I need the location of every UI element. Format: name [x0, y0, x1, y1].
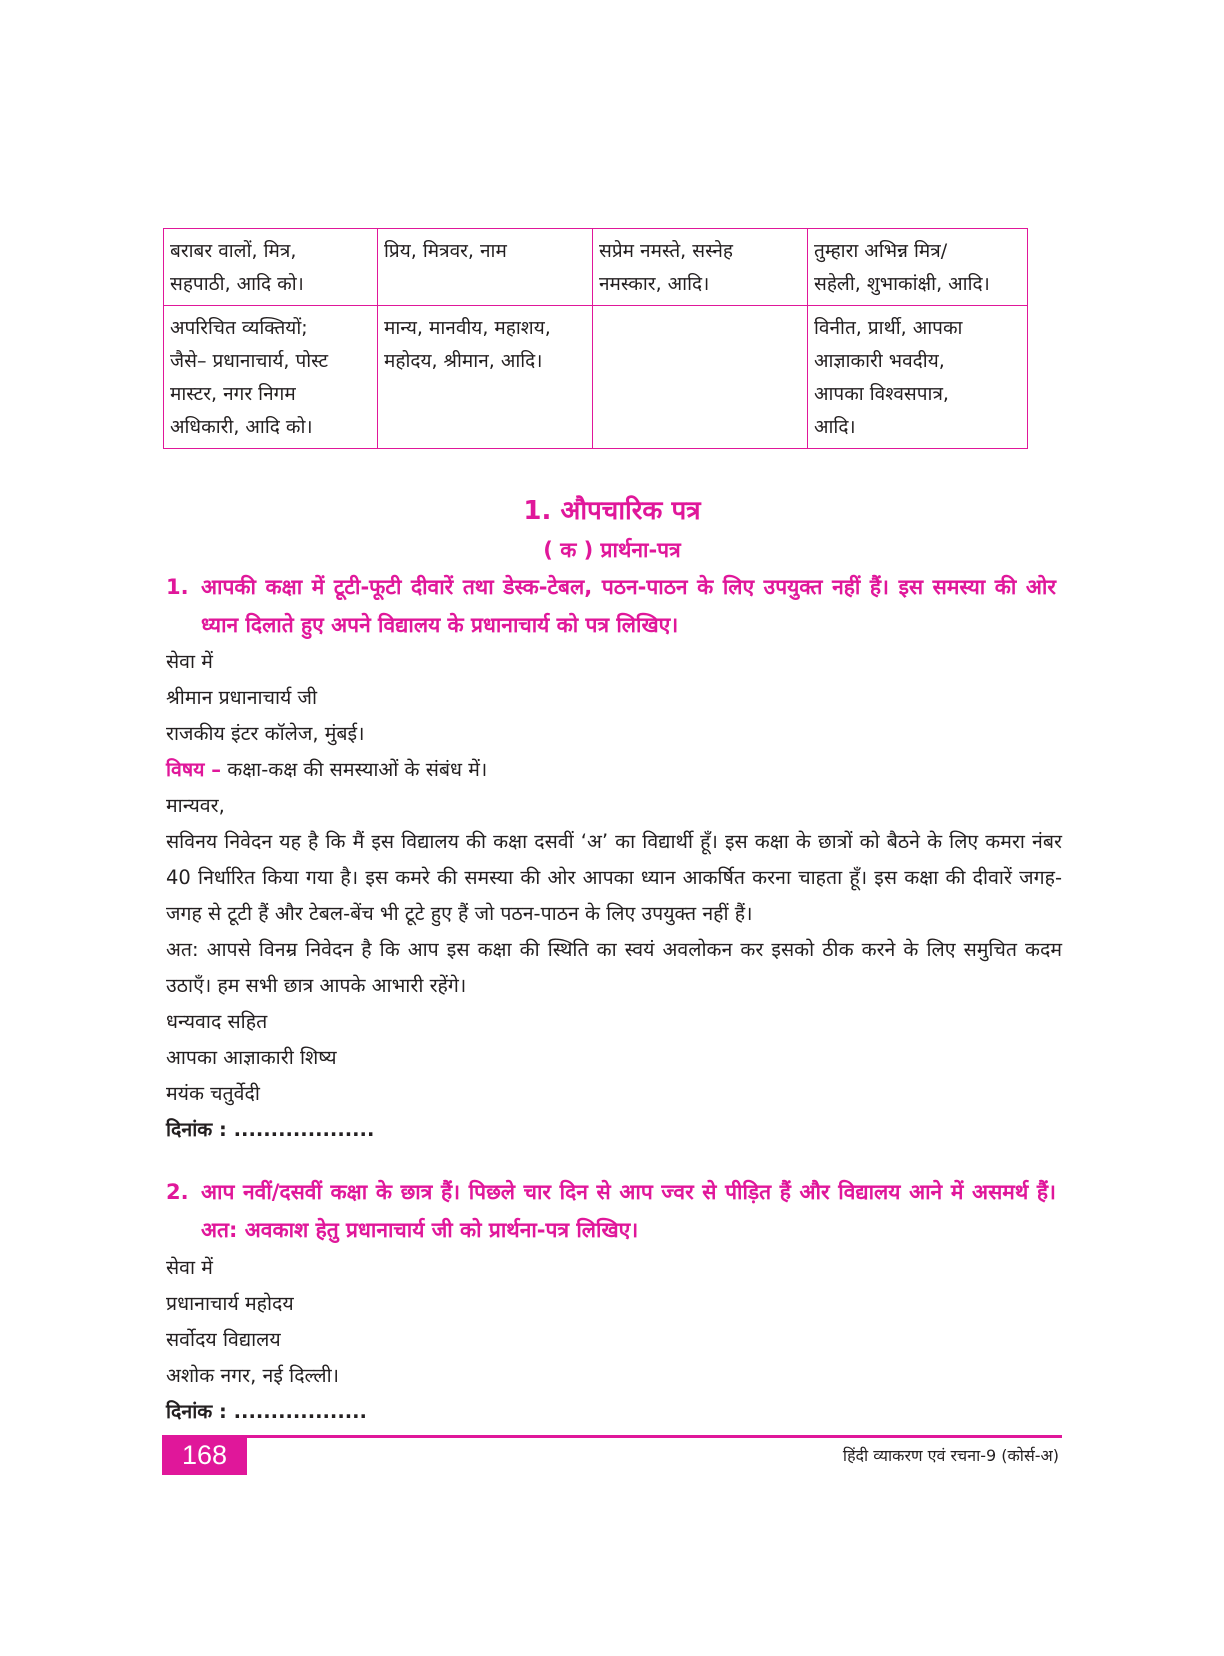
- letter-recipient: श्रीमान प्रधानाचार्य जी: [166, 686, 318, 709]
- cell-line: सप्रेम नमस्ते, सस्नेह: [599, 240, 733, 262]
- question-number: 2.: [166, 1180, 189, 1204]
- subsection-title: ( क ) प्रार्थना-पत्र: [543, 538, 681, 562]
- table-cell: [378, 229, 593, 306]
- cell-line: जैसे– प्रधानाचार्य, पोस्ट: [170, 350, 329, 372]
- letter-closing: आपका आज्ञाकारी शिष्य: [166, 1046, 337, 1069]
- letter-to-label: सेवा में: [166, 650, 213, 673]
- cell-line: विनीत, प्रार्थी, आपका: [814, 317, 963, 339]
- cell-line: सहपाठी, आदि को।: [170, 273, 304, 295]
- table-cell: [808, 306, 1028, 449]
- letter-address: अशोक नगर, नई दिल्ली।: [166, 1364, 340, 1387]
- footer-rule: [162, 1435, 1062, 1438]
- table-cell: [808, 229, 1028, 306]
- cell-line: बराबर वालों, मित्र,: [170, 240, 297, 262]
- cell-line: नमस्कार, आदि।: [599, 273, 710, 295]
- page-number: 168: [162, 1435, 247, 1475]
- question-text: आप नवीं/दसवीं कक्षा के छात्र हैं। पिछले चार दिन से आप ज्वर से पीड़ित हैं और विद्यालय आने में असमर्थ हैं। अत: अवकाश हेतु प्रधानाचार्य जी को प्रार्थना-पत्र लिखिए।: [201, 1180, 1056, 1242]
- subject-text: कक्षा-कक्ष की समस्याओं के संबंध में।: [221, 758, 488, 781]
- letter-to-label: सेवा में: [166, 1256, 213, 1279]
- subject-label: विषय –: [166, 758, 222, 781]
- section-title: 1. औपचारिक पत्र: [523, 496, 701, 526]
- question-number: 1.: [166, 575, 189, 599]
- cell-line: आपका विश्वसपात्र,: [814, 383, 949, 405]
- question-2: [166, 1173, 1056, 1249]
- letter-recipient: प्रधानाचार्य महोदय: [166, 1292, 294, 1315]
- table-cell: [164, 306, 378, 449]
- letter-signature-name: मयंक चतुर्वेदी: [166, 1082, 260, 1105]
- letter-paragraph: अत: आपसे विनम्र निवेदन है कि आप इस कक्षा की स्थिति का स्वयं अवलोकन कर इसको ठीक करने के लिए समुचित कदम उठाएँ। हम सभी छात्र आपके आभारी रहेंगे।: [166, 938, 1062, 997]
- letter-school: सर्वोदय विद्यालय: [166, 1328, 281, 1351]
- cell-line: अपरिचित व्यक्तियों;: [170, 317, 308, 339]
- cell-line: मास्टर, नगर निगम: [170, 383, 296, 405]
- table-cell: [378, 306, 593, 449]
- cell-line: अधिकारी, आदि को।: [170, 416, 313, 438]
- letter-subject: [166, 752, 1062, 788]
- cell-line: मान्य, मानवीय, महाशय,: [384, 317, 551, 339]
- letter-paragraph: सविनय निवेदन यह है कि मैं इस विद्यालय की कक्षा दसवीं ‘अ’ का विद्यार्थी हूँ। इस कक्षा के छात्रों को बैठने के लिए कमरा नंबर 40 निर्धारित किया गया है। इस कमरे की समस्या की ओर आपका ध्यान आकर्षित करना चाहता हूँ। इस कक्षा की दीवारें जगह-जगह से टूटी हैं और टेबल-बेंच भी टूटे हुए हैं जो पठन-पाठन के लिए उपयुक्त नहीं हैं।: [166, 830, 1062, 925]
- cell-line: सहेली, शुभाकांक्षी, आदि।: [814, 273, 990, 295]
- table-cell-empty: [593, 306, 808, 449]
- question-text: आपकी कक्षा में टूटी-फूटी दीवारें तथा डेस्क-टेबल, पठन-पाठन के लिए उपयुक्त नहीं हैं। इस समस्या की ओर ध्यान दिलाते हुए अपने विद्यालय के प्रधानाचार्य को पत्र लिखिए।: [201, 575, 1056, 637]
- cell-line: तुम्हारा अभिन्न मित्र/: [814, 240, 948, 262]
- letter-salutation: मान्यवर,: [166, 794, 225, 817]
- letter-address: राजकीय इंटर कॉलेज, मुंबई।: [166, 722, 365, 745]
- letter-2: [166, 1250, 1062, 1430]
- cell-line: प्रिय, मित्रवर, नाम: [384, 240, 507, 262]
- table-row: [164, 229, 1028, 306]
- table-cell: [593, 229, 808, 306]
- book-title: हिंदी व्याकरण एवं रचना-9 (कोर्स-अ): [842, 1446, 1059, 1465]
- cell-line: महोदय, श्रीमान, आदि।: [384, 350, 543, 372]
- table-row: [164, 306, 1028, 449]
- letter-thanks: धन्यवाद सहित: [166, 1010, 268, 1033]
- cell-line: आज्ञाकारी भवदीय,: [814, 350, 945, 372]
- salutation-table: [163, 228, 1028, 449]
- letter-1: [166, 644, 1062, 1148]
- question-1: [166, 568, 1056, 644]
- letter-date: दिनांक : ...................: [166, 1118, 375, 1141]
- cell-line: आदि।: [814, 416, 856, 438]
- letter-date: दिनांक : ..................: [166, 1400, 367, 1423]
- table-cell: [164, 229, 378, 306]
